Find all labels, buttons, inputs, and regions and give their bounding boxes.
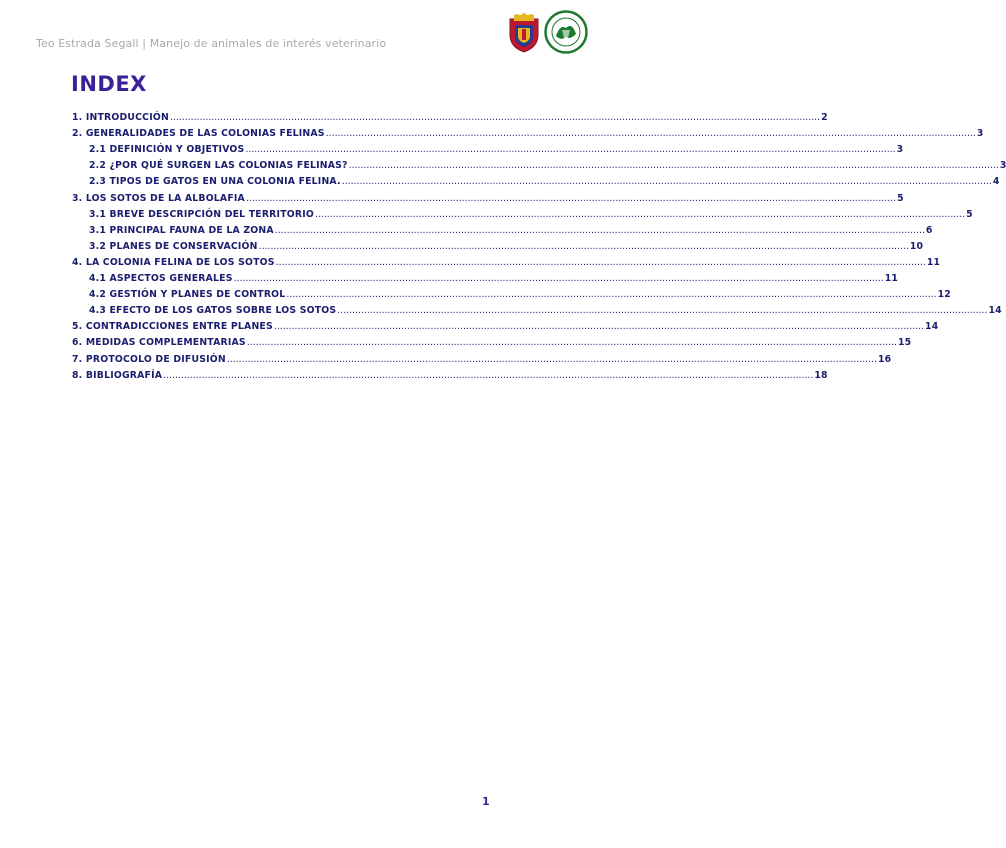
- toc-entry-label: 3.2 PLANES DE CONSERVACIÓN: [89, 240, 258, 252]
- toc-entry[interactable]: [72, 112, 828, 126]
- toc-entry[interactable]: [89, 273, 899, 287]
- toc-entry-page: 5: [897, 192, 904, 204]
- toc-entry[interactable]: [89, 144, 904, 158]
- toc-entry-label: 2. GENERALIDADES DE LAS COLONIAS FELINAS: [72, 128, 325, 140]
- toc-entry-label: 2.2 ¿POR QUÉ SURGEN LAS COLONIAS FELINAS?: [89, 160, 348, 172]
- toc-entry-label: 3. LOS SOTOS DE LA ALBOLAFIA: [72, 192, 245, 204]
- toc-entry[interactable]: [72, 321, 939, 335]
- index-title: INDEX: [71, 72, 147, 96]
- toc-entry-page: 3: [896, 144, 904, 156]
- toc-entry-label: 2.1 DEFINICIÓN Y OBJETIVOS: [89, 144, 245, 156]
- toc-entry-page: 11: [926, 256, 941, 268]
- toc-leader-dots: ............................................................................................................................................................................................................................: [286, 289, 937, 301]
- toc-entry[interactable]: [89, 289, 951, 303]
- toc-leader-dots: ............................................................................................................................................................................................................................: [245, 192, 897, 204]
- toc-leader-dots: ............................................................................................................................................................................................................................: [325, 128, 976, 140]
- toc-entry-page: 2: [821, 112, 828, 123]
- toc-leader-dots: ............................................................................................................................................................................................................................: [233, 273, 884, 284]
- toc-entry-page: 16: [878, 353, 892, 365]
- toc-leader-dots: ............................................................................................................................................................................................................................: [258, 240, 909, 252]
- toc-entry-page: 10: [909, 240, 924, 252]
- toc-entry-label: 4.3 EFECTO DE LOS GATOS SOBRE LOS SOTOS: [89, 305, 337, 317]
- toc-entry-label: 2.3 TIPOS DE GATOS EN UNA COLONIA FELINA.: [89, 176, 341, 188]
- toc-entry-label: 8. BIBLIOGRAFÍA: [72, 369, 163, 381]
- toc-leader-dots: ............................................................................................................................................................................................................................: [337, 305, 988, 317]
- toc-entry-page: 4: [992, 176, 1000, 188]
- toc-entry-page: 14: [925, 321, 939, 333]
- toc-entry-page: 12: [937, 289, 951, 301]
- toc-entry[interactable]: [89, 160, 1006, 174]
- toc-leader-dots: ............................................................................................................................................................................................................................: [273, 321, 925, 333]
- toc-entry[interactable]: [72, 128, 984, 142]
- toc-entry-label: 3.1 BREVE DESCRIPCIÓN DEL TERRITORIO: [89, 208, 314, 220]
- toc-entry[interactable]: [89, 208, 973, 223]
- toc-leader-dots: ............................................................................................................................................................................................................................: [274, 224, 925, 236]
- toc-entry-label: 3.1 PRINCIPAL FAUNA DE LA ZONA: [89, 224, 274, 236]
- toc-entry[interactable]: [72, 369, 828, 384]
- toc-entry-label: 4. LA COLONIA FELINA DE LOS SOTOS: [72, 256, 275, 268]
- toc-entry-page: 14: [988, 305, 1002, 317]
- toc-entry-label: 4.2 GESTIÓN Y PLANES DE CONTROL: [89, 289, 286, 301]
- toc-leader-dots: ............................................................................................................................................................................................................................: [341, 176, 992, 188]
- toc-entry-page: 11: [884, 273, 899, 284]
- toc-entry-page: 15: [898, 337, 912, 349]
- toc-entry-label: 5. CONTRADICCIONES ENTRE PLANES: [72, 321, 273, 333]
- toc-leader-dots: ............................................................................................................................................................................................................................: [275, 256, 926, 268]
- university-crest-logo: [507, 13, 541, 53]
- toc-entry-page: 5: [966, 208, 973, 220]
- toc-entry-label: 4.1 ASPECTOS GENERALES: [89, 273, 233, 284]
- toc-entry[interactable]: [89, 240, 924, 255]
- toc-entry-label: 1. INTRODUCCIÓN: [72, 112, 169, 123]
- toc-entry[interactable]: [89, 305, 1002, 319]
- header-text: Teo Estrada Segall | Manejo de animales de interés veterinario: [36, 37, 387, 50]
- toc-entry-page: 3: [999, 160, 1006, 172]
- toc-entry-page: 6: [925, 224, 933, 236]
- toc-entry[interactable]: [72, 256, 941, 271]
- toc-entry[interactable]: [72, 353, 892, 368]
- toc-entry[interactable]: [72, 192, 904, 207]
- toc-leader-dots: ............................................................................................................................................................................................................................: [348, 160, 999, 172]
- toc-entry[interactable]: [72, 337, 912, 351]
- toc-entry-label: 6. MEDIDAS COMPLEMENTARIAS: [72, 337, 246, 349]
- toc-leader-dots: ............................................................................................................................................................................................................................: [314, 208, 966, 220]
- toc-leader-dots: ............................................................................................................................................................................................................................: [245, 144, 896, 156]
- toc-leader-dots: ............................................................................................................................................................................................................................: [169, 112, 821, 123]
- veterinary-faculty-seal-logo: [544, 10, 588, 54]
- toc-entry-page: 18: [814, 369, 828, 381]
- toc-leader-dots: ............................................................................................................................................................................................................................: [226, 353, 877, 365]
- toc-leader-dots: ............................................................................................................................................................................................................................: [246, 337, 897, 349]
- toc-entry[interactable]: [89, 176, 1000, 190]
- toc-leader-dots: ............................................................................................................................................................................................................................: [163, 369, 814, 381]
- toc-entry[interactable]: [89, 224, 933, 239]
- toc-entry-page: 3: [976, 128, 984, 140]
- toc-entry-label: 7. PROTOCOLO DE DIFUSIÓN: [72, 353, 226, 365]
- page-number: 1: [482, 795, 490, 808]
